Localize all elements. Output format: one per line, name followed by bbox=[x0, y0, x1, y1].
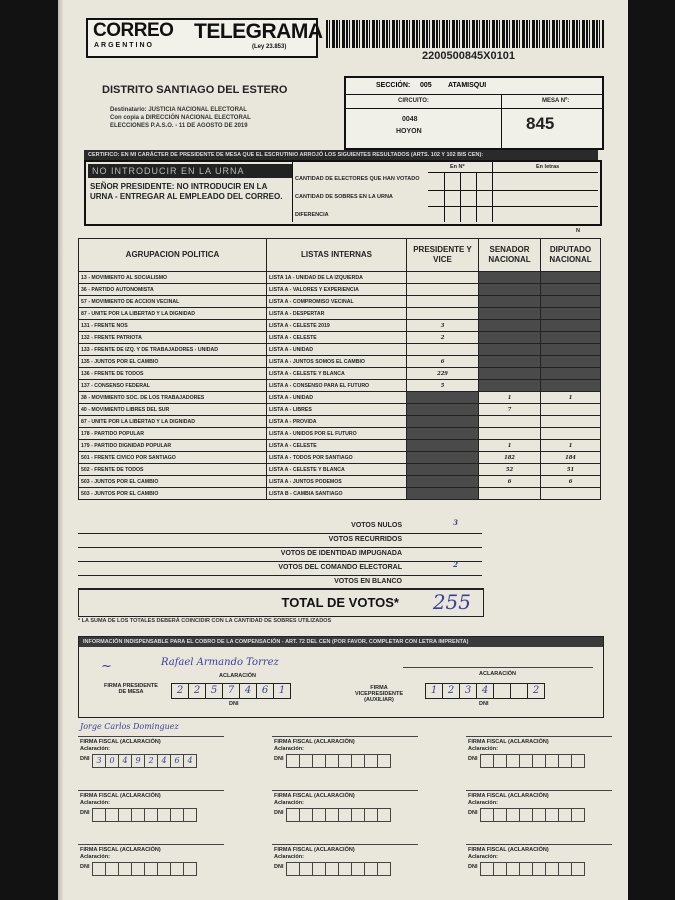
fiscal-8 bbox=[272, 830, 422, 884]
table-row bbox=[79, 296, 601, 308]
fiscal-6-label: FIRMA FISCAL (ACLARACIÓN) bbox=[468, 793, 549, 799]
presidente-cell bbox=[407, 440, 479, 452]
mesa-label: MESA Nº: bbox=[542, 98, 570, 104]
agrupacion-cell: 13 - MOVIMIENTO AL SOCIALISMO bbox=[79, 272, 267, 284]
dni-digit: 4 bbox=[158, 754, 171, 768]
presidente-cell bbox=[407, 308, 479, 320]
correo-logo bbox=[86, 18, 323, 58]
diputado-cell bbox=[541, 332, 601, 344]
table-row bbox=[79, 392, 601, 404]
lista-cell: LISTA A - LIBRES bbox=[267, 404, 407, 416]
distrito-title: DISTRITO SANTIAGO DEL ESTERO bbox=[102, 84, 288, 96]
header-senador: SENADOR NACIONAL bbox=[479, 239, 541, 272]
senador-cell bbox=[479, 428, 541, 440]
dni-digit: 1 bbox=[425, 683, 443, 699]
table-row bbox=[79, 272, 601, 284]
comando-label: VOTOS DEL COMANDO ELECTORAL bbox=[278, 564, 402, 571]
info-compensacion bbox=[78, 636, 604, 718]
presidente-cell bbox=[407, 344, 479, 356]
fiscal-9-label: FIRMA FISCAL (ACLARACIÓN) bbox=[468, 847, 549, 853]
header-diputado: DIPUTADO NACIONAL bbox=[541, 239, 601, 272]
nulos-row bbox=[78, 520, 482, 534]
lista-cell: LISTA A - CELESTE Y BLANCA bbox=[267, 464, 407, 476]
presidente-cell: 3 bbox=[407, 320, 479, 332]
agrupacion-cell: 131 - FRENTE NOS bbox=[79, 320, 267, 332]
cant-electores-label: CANTIDAD DE ELECTORES QUE HAN VOTADO bbox=[295, 176, 420, 182]
table-row bbox=[79, 428, 601, 440]
senador-cell: 182 bbox=[479, 452, 541, 464]
presidente-dni-boxes bbox=[171, 683, 291, 699]
agrupacion-cell: 57 - MOVIMIENTO DE ACCION VECINAL bbox=[79, 296, 267, 308]
cantidades-cells bbox=[428, 162, 598, 222]
comando-value: 2 bbox=[453, 560, 458, 569]
dni-digit: 3 bbox=[92, 754, 106, 768]
fiscal-9 bbox=[466, 830, 616, 884]
fiscal-3-dni-label: DNI bbox=[468, 756, 478, 762]
agrupacion-cell: 36 - PARTIDO AUTONOMISTA bbox=[79, 284, 267, 296]
diputado-cell bbox=[541, 368, 601, 380]
telegram-code: 2200500845X0101 bbox=[422, 50, 515, 62]
diputado-cell bbox=[541, 272, 601, 284]
presidente-cell bbox=[407, 272, 479, 284]
fiscal-1-name: Jorge Carlos Dominguez bbox=[80, 722, 179, 731]
fiscal-9-dni-label: DNI bbox=[468, 864, 478, 870]
presidente-cell bbox=[407, 296, 479, 308]
lista-cell: LISTA A - UNIDAD bbox=[267, 392, 407, 404]
recurridos-row bbox=[78, 534, 482, 548]
table-row bbox=[79, 380, 601, 392]
diputado-cell bbox=[541, 356, 601, 368]
senador-cell bbox=[479, 320, 541, 332]
dni-digit: 7 bbox=[223, 683, 240, 699]
lista-cell: LISTA A - COMPROMISO VECINAL bbox=[267, 296, 407, 308]
summary-block bbox=[78, 520, 482, 590]
diputado-cell bbox=[541, 308, 601, 320]
table-row bbox=[79, 452, 601, 464]
fiscal-8-dni-label: DNI bbox=[274, 864, 284, 870]
agrupacion-cell: 137 - CONSENSO FEDERAL bbox=[79, 380, 267, 392]
dni-digit: 9 bbox=[132, 754, 145, 768]
header-agrupacion: AGRUPACION POLITICA bbox=[79, 239, 267, 272]
presidente-dni-label: DNI bbox=[229, 701, 239, 707]
lista-cell: LISTA A - DESPERTAR bbox=[267, 308, 407, 320]
dni-digit: 4 bbox=[477, 683, 494, 699]
senador-cell bbox=[479, 356, 541, 368]
fiscal-5-label: FIRMA FISCAL (ACLARACIÓN) bbox=[274, 793, 355, 799]
fiscal-3-aclaracion: Aclaración: bbox=[468, 746, 498, 752]
dni-digit: 4 bbox=[184, 754, 197, 768]
fiscal-5-dni-label: DNI bbox=[274, 810, 284, 816]
fiscal-3-label: FIRMA FISCAL (ACLARACIÓN) bbox=[468, 739, 549, 745]
senador-cell: 7 bbox=[479, 404, 541, 416]
lista-cell: LISTA A - UNIDAD bbox=[267, 344, 407, 356]
dni-digit: 1 bbox=[274, 683, 291, 699]
lista-cell: LISTA A - CELESTE 2019 bbox=[267, 320, 407, 332]
agrupacion-cell: 179 - PARTIDO DIGNIDAD POPULAR bbox=[79, 440, 267, 452]
diputado-cell: 51 bbox=[541, 464, 601, 476]
dni-digit: 2 bbox=[443, 683, 460, 699]
diputado-cell bbox=[541, 344, 601, 356]
circuito-label: CIRCUITO: bbox=[398, 98, 429, 104]
dni-digit: 4 bbox=[240, 683, 257, 699]
diputado-cell: 6 bbox=[541, 476, 601, 488]
lista-cell: LISTA A - CONSENSO PARA EL FUTURO bbox=[267, 380, 407, 392]
vice-aclaracion-label: ACLARACIÓN bbox=[479, 671, 516, 677]
fiscal-4-dni-label: DNI bbox=[80, 810, 90, 816]
presidente-cell bbox=[407, 404, 479, 416]
agrupacion-cell: 503 - JUNTOS POR EL CAMBIO bbox=[79, 488, 267, 500]
comando-row bbox=[78, 562, 482, 576]
senor-presidente-note: SEÑOR PRESIDENTE: NO INTRODUCIR EN LA URNA - ENTREGAR AL EMPLEADO DEL CORREO. bbox=[90, 182, 283, 201]
dni-digit bbox=[511, 683, 528, 699]
en-n-label: En Nº bbox=[450, 164, 465, 170]
presidente-cell bbox=[407, 476, 479, 488]
agrupacion-cell: 38 - MOVIMIENTO SOC. DE LOS TRABAJADORES bbox=[79, 392, 267, 404]
presidente-cell: 229 bbox=[407, 368, 479, 380]
destinatario-block bbox=[110, 106, 251, 130]
fiscal-2 bbox=[272, 722, 422, 776]
dni-digit: 4 bbox=[119, 754, 132, 768]
fiscal-6-aclaracion: Aclaración: bbox=[468, 800, 498, 806]
seccion-box bbox=[344, 76, 604, 150]
table-row bbox=[79, 344, 601, 356]
fiscal-8-dni-boxes bbox=[286, 862, 391, 876]
diferencia-label: DIFERENCIA bbox=[295, 212, 329, 218]
lista-cell: LISTA A - CELESTE Y BLANCA bbox=[267, 368, 407, 380]
senador-cell bbox=[479, 488, 541, 500]
agrupacion-cell: 87 - UNITE POR LA LIBERTAD Y LA DIGNIDAD bbox=[79, 416, 267, 428]
dni-digit: 2 bbox=[145, 754, 158, 768]
impugnada-label: VOTOS DE IDENTIDAD IMPUGNADA bbox=[280, 550, 402, 557]
fiscal-9-aclaracion: Aclaración: bbox=[468, 854, 498, 860]
agrupacion-cell: 503 - JUNTOS POR EL CAMBIO bbox=[79, 476, 267, 488]
presidente-name: Rafael Armando Torrez bbox=[161, 657, 279, 668]
telegram-sheet bbox=[58, 0, 628, 900]
dni-digit: 2 bbox=[528, 683, 545, 699]
fiscal-7-dni-boxes bbox=[92, 862, 197, 876]
presidente-signature: ~ bbox=[101, 659, 112, 674]
copia-line: Con copia a DIRECCIÓN NACIONAL ELECTORAL bbox=[110, 115, 251, 121]
agrupacion-cell: 136 - FRENTE DE TODOS bbox=[79, 368, 267, 380]
seccion-name: ATAMISQUI bbox=[448, 82, 487, 89]
presidente-cell bbox=[407, 488, 479, 500]
senador-cell: 1 bbox=[479, 440, 541, 452]
table-row bbox=[79, 440, 601, 452]
fiscal-2-label: FIRMA FISCAL (ACLARACIÓN) bbox=[274, 739, 355, 745]
fiscal-2-aclaracion: Aclaración: bbox=[274, 746, 304, 752]
fiscal-5 bbox=[272, 776, 422, 830]
total-value: 255 bbox=[432, 590, 471, 614]
lista-cell: LISTA A - CELESTE bbox=[267, 332, 407, 344]
nulos-value: 3 bbox=[453, 518, 458, 527]
fiscal-2-dni-label: DNI bbox=[274, 756, 284, 762]
lista-cell: LISTA B - CAMBIA SANTIAGO bbox=[267, 488, 407, 500]
diputado-cell bbox=[541, 320, 601, 332]
mesa-value: 845 bbox=[526, 114, 555, 133]
vice-dni-boxes bbox=[425, 683, 545, 699]
fiscal-6 bbox=[466, 776, 616, 830]
diputado-cell: 184 bbox=[541, 452, 601, 464]
agrupacion-cell: 502 - FRENTE DE TODOS bbox=[79, 464, 267, 476]
fiscal-7-dni-label: DNI bbox=[80, 864, 90, 870]
diputado-cell bbox=[541, 428, 601, 440]
agrupacion-cell: 135 - JUNTOS POR EL CAMBIO bbox=[79, 356, 267, 368]
barcode-icon bbox=[326, 20, 604, 48]
table-row bbox=[79, 416, 601, 428]
senador-cell: 1 bbox=[479, 392, 541, 404]
fiscal-8-aclaracion: Aclaración: bbox=[274, 854, 304, 860]
seccion-row bbox=[346, 78, 602, 95]
table-row bbox=[79, 284, 601, 296]
lista-cell: LISTA A - JUNTOS SOMOS EL CAMBIO bbox=[267, 356, 407, 368]
agrupacion-cell: 40 - MOVIMIENTO LIBRES DEL SUR bbox=[79, 404, 267, 416]
vice-dni-label: DNI bbox=[479, 701, 489, 707]
dni-digit: 0 bbox=[106, 754, 119, 768]
senador-cell bbox=[479, 284, 541, 296]
intro-box bbox=[84, 160, 602, 226]
n-mark: N bbox=[576, 228, 580, 234]
fiscal-4-label: FIRMA FISCAL (ACLARACIÓN) bbox=[80, 793, 161, 799]
dni-digit: 6 bbox=[171, 754, 184, 768]
diputado-cell bbox=[541, 380, 601, 392]
table-row bbox=[79, 356, 601, 368]
cantidades-block bbox=[292, 162, 429, 222]
senador-cell bbox=[479, 332, 541, 344]
table-row bbox=[79, 404, 601, 416]
presidente-cell: 5 bbox=[407, 380, 479, 392]
fiscal-1-aclaracion: Aclaración: bbox=[80, 746, 110, 752]
logo-law-text: (Ley 23.853) bbox=[252, 44, 287, 50]
diputado-cell bbox=[541, 488, 601, 500]
presidente-cell bbox=[407, 464, 479, 476]
senador-cell: 52 bbox=[479, 464, 541, 476]
senador-cell bbox=[479, 368, 541, 380]
table-row bbox=[79, 488, 601, 500]
fiscal-7-aclaracion: Aclaración: bbox=[80, 854, 110, 860]
diputado-cell bbox=[541, 416, 601, 428]
table-row bbox=[79, 320, 601, 332]
fiscal-2-dni-boxes bbox=[286, 754, 391, 768]
votes-table bbox=[78, 238, 601, 500]
circuito-name: HOYON bbox=[396, 128, 422, 135]
logo-argentino-text: ARGENTINO bbox=[94, 42, 154, 49]
lista-cell: LISTA A - TODOS POR SANTIAGO bbox=[267, 452, 407, 464]
fiscal-6-dni-boxes bbox=[480, 808, 585, 822]
agrupacion-cell: 178 - PARTIDO POPULAR bbox=[79, 428, 267, 440]
agrupacion-cell: 133 - FRENTE DE IZQ. Y DE TRABAJADORES - UNIDAD bbox=[79, 344, 267, 356]
presidente-cell: 2 bbox=[407, 332, 479, 344]
dni-digit: 5 bbox=[206, 683, 223, 699]
dni-digit bbox=[494, 683, 511, 699]
circuito-value: 0048 bbox=[402, 116, 418, 123]
fiscal-3 bbox=[466, 722, 616, 776]
aclaracion-label: ACLARACIÓN bbox=[219, 673, 256, 679]
senador-cell bbox=[479, 272, 541, 284]
votes-body bbox=[79, 272, 601, 500]
table-row bbox=[79, 308, 601, 320]
table-row bbox=[79, 476, 601, 488]
lista-cell: LISTA A - CELESTE bbox=[267, 440, 407, 452]
lista-cell: LISTA A - UNIDOS POR EL FUTURO bbox=[267, 428, 407, 440]
seccion-label: SECCIÓN: bbox=[376, 82, 411, 89]
elecciones-line: ELECCIONES P.A.S.O. - 11 DE AGOSTO DE 2019 bbox=[110, 123, 248, 129]
fiscal-1 bbox=[78, 722, 228, 776]
en-letras-label: En letras bbox=[536, 164, 560, 170]
agrupacion-cell: 87 - UNITE POR LA LIBERTAD Y LA DIGNIDAD bbox=[79, 308, 267, 320]
certifico-banner: CERTIFICO: EN MI CARÁCTER DE PRESIDENTE DE MESA QUE EL ESCRUTINIO ARROJÓ LOS SIGUIENTES RESULTADOS (ARTS. 102 Y 102 BIS CEN): bbox=[84, 150, 598, 160]
fiscal-4-dni-boxes bbox=[92, 808, 197, 822]
fiscal-5-dni-boxes bbox=[286, 808, 391, 822]
dni-digit: 6 bbox=[257, 683, 274, 699]
diputado-cell bbox=[541, 284, 601, 296]
firma-vice-label: FIRMA VICEPRESIDENTE (AUXILIAR) bbox=[355, 685, 403, 703]
presidente-cell: 6 bbox=[407, 356, 479, 368]
fiscal-1-dni-boxes bbox=[92, 754, 197, 768]
logo-telegrama-text: TELEGRAMA bbox=[194, 20, 323, 43]
presidente-cell bbox=[407, 452, 479, 464]
fiscal-3-dni-boxes bbox=[480, 754, 585, 768]
lista-cell: LISTA 1A - UNIDAD DE LA IZQUIERDA bbox=[267, 272, 407, 284]
table-row bbox=[79, 464, 601, 476]
agrupacion-cell: 501 - FRENTE CIVICO POR SANTIAGO bbox=[79, 452, 267, 464]
page-shadow bbox=[58, 0, 64, 900]
fiscal-8-label: FIRMA FISCAL (ACLARACIÓN) bbox=[274, 847, 355, 853]
table-row bbox=[79, 332, 601, 344]
diputado-cell bbox=[541, 404, 601, 416]
header-listas: LISTAS INTERNAS bbox=[267, 239, 407, 272]
recurridos-label: VOTOS RECURRIDOS bbox=[328, 536, 402, 543]
total-label: TOTAL DE VOTOS* bbox=[281, 595, 399, 610]
lista-cell: LISTA A - VALORES Y EXPERIENCIA bbox=[267, 284, 407, 296]
fiscal-9-dni-boxes bbox=[480, 862, 585, 876]
senador-cell: 6 bbox=[479, 476, 541, 488]
firma-presidente-label: FIRMA PRESIDENTE DE MESA bbox=[104, 683, 158, 695]
fiscal-5-aclaracion: Aclaración: bbox=[274, 800, 304, 806]
diputado-cell: 1 bbox=[541, 392, 601, 404]
info-header: INFORMACIÓN INDISPENSABLE PARA EL COBRO DE LA COMPENSACIÓN - ART. 72 DEL CEN (POR FAVOR, COMPLETAR CON LETRA IMPRENTA) bbox=[79, 637, 603, 647]
senador-cell bbox=[479, 380, 541, 392]
fiscal-4-aclaracion: Aclaración: bbox=[80, 800, 110, 806]
fiscal-6-dni-label: DNI bbox=[468, 810, 478, 816]
fiscal-1-dni-label: DNI bbox=[80, 756, 90, 762]
table-row bbox=[79, 368, 601, 380]
impugnada-row bbox=[78, 548, 482, 562]
fiscal-7 bbox=[78, 830, 228, 884]
senador-cell bbox=[479, 296, 541, 308]
cant-sobres-label: CANTIDAD DE SOBRES EN LA URNA bbox=[295, 194, 393, 200]
senador-cell bbox=[479, 344, 541, 356]
presidente-cell bbox=[407, 284, 479, 296]
diputado-cell bbox=[541, 296, 601, 308]
fiscal-1-label: FIRMA FISCAL (ACLARACIÓN) bbox=[80, 739, 161, 745]
fiscal-4 bbox=[78, 776, 228, 830]
lista-cell: LISTA A - PROVIDA bbox=[267, 416, 407, 428]
destinatario-line: Destinatario: JUSTICIA NACIONAL ELECTORAL bbox=[110, 107, 247, 113]
dni-digit: 2 bbox=[189, 683, 206, 699]
senador-cell bbox=[479, 416, 541, 428]
total-row bbox=[78, 588, 484, 617]
suma-note: * LA SUMA DE LOS TOTALES DEBERÁ COINCIDIR CON LA CANTIDAD DE SOBRES UTILIZADOS bbox=[78, 618, 332, 624]
logo-correo-text: CORREO bbox=[93, 20, 174, 41]
agrupacion-cell: 132 - FRENTE PATRIOTA bbox=[79, 332, 267, 344]
dni-digit: 3 bbox=[460, 683, 477, 699]
no-introducir-banner: NO INTRODUCIR EN LA URNA bbox=[88, 164, 292, 178]
presidente-cell bbox=[407, 416, 479, 428]
senador-cell bbox=[479, 308, 541, 320]
presidente-cell bbox=[407, 428, 479, 440]
lista-cell: LISTA A - JUNTOS PODEMOS bbox=[267, 476, 407, 488]
diputado-cell: 1 bbox=[541, 440, 601, 452]
blanco-label: VOTOS EN BLANCO bbox=[334, 578, 402, 585]
seccion-value: 005 bbox=[420, 82, 432, 89]
fiscal-7-label: FIRMA FISCAL (ACLARACIÓN) bbox=[80, 847, 161, 853]
header-presidente: PRESIDENTE Y VICE bbox=[407, 239, 479, 272]
dni-digit: 2 bbox=[171, 683, 189, 699]
presidente-cell bbox=[407, 392, 479, 404]
nulos-label: VOTOS NULOS bbox=[351, 522, 402, 529]
